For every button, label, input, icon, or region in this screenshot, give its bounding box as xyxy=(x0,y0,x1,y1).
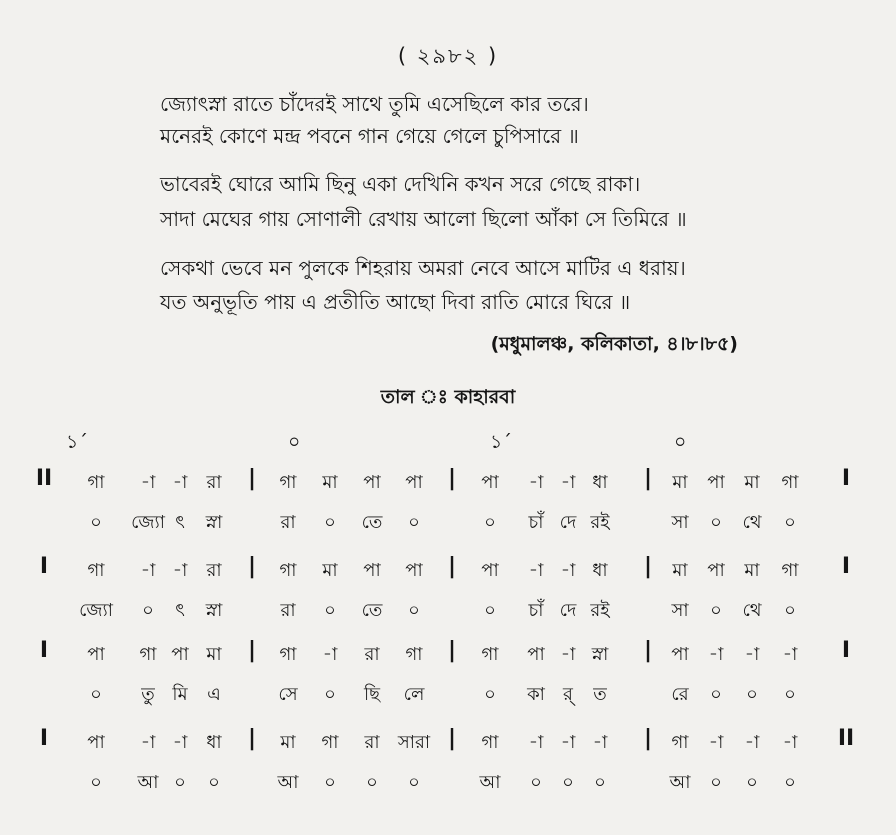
swara-note: পা xyxy=(363,560,381,581)
lyric-syllable: রে xyxy=(671,684,689,705)
lyric-syllable: র্ xyxy=(563,684,573,705)
lyric-syllable: ০ xyxy=(324,772,336,793)
swara-note: গা xyxy=(87,560,105,581)
swara-note: গা xyxy=(279,560,297,581)
swara-note: -া xyxy=(322,644,338,665)
lyric-syllable: ছি xyxy=(363,684,381,705)
swara-note: -া xyxy=(140,472,156,493)
lyric-syllable: স্না xyxy=(205,600,223,621)
bar-separator: | xyxy=(643,726,653,751)
swara-note: রা xyxy=(364,732,380,753)
swara-note: -া xyxy=(744,644,760,665)
lyric-syllable: ০ xyxy=(208,772,220,793)
swara-note: গা xyxy=(671,732,689,753)
row-end-barline: I xyxy=(841,638,851,663)
swara-note: ধা xyxy=(592,560,608,581)
swara-note: -া xyxy=(560,644,576,665)
lyric-syllable: ৎ xyxy=(175,512,185,533)
swara-note: -া xyxy=(782,732,798,753)
swara-note: -া xyxy=(172,732,188,753)
lyric-syllable: ০ xyxy=(746,772,758,793)
bar-separator: | xyxy=(447,554,457,579)
row-end-barline: I xyxy=(841,554,851,579)
row-end-barline: II xyxy=(837,726,855,751)
lyric-syllable: ০ xyxy=(484,684,496,705)
lyric-syllable: ০ xyxy=(408,600,420,621)
lyric-syllable: ০ xyxy=(484,512,496,533)
bar-separator: | xyxy=(643,638,653,663)
beat-mark-2: ০ xyxy=(288,431,301,453)
lyric-syllable: জ্যো xyxy=(131,512,165,533)
lyric-syllable: ০ xyxy=(594,772,606,793)
swara-note: মা xyxy=(672,560,688,581)
lyric-syllable: আ xyxy=(479,772,501,793)
swara-note: পা xyxy=(707,560,725,581)
swara-note: মা xyxy=(672,472,688,493)
swara-note: পা xyxy=(405,472,423,493)
lyric-syllable: ০ xyxy=(710,684,722,705)
lyric-syllable: ০ xyxy=(484,600,496,621)
swara-note: পা xyxy=(527,644,545,665)
swara-note: রা xyxy=(206,560,222,581)
lyric-syllable: ০ xyxy=(746,684,758,705)
swara-note: -া xyxy=(140,732,156,753)
row-end-barline: I xyxy=(841,466,851,491)
swara-note: গা xyxy=(321,732,339,753)
lyric-syllable: কা xyxy=(527,684,545,705)
swara-note: পা xyxy=(363,472,381,493)
swara-note: -া xyxy=(708,732,724,753)
swara-note: গা xyxy=(139,644,157,665)
swara-note: -া xyxy=(560,472,576,493)
lyric-syllable: ০ xyxy=(366,772,378,793)
lyric-syllable: তে xyxy=(361,512,383,533)
lyric-syllable: ০ xyxy=(710,772,722,793)
swara-note: -া xyxy=(592,732,608,753)
swara-note: মা xyxy=(206,644,222,665)
row-start-barline: II xyxy=(35,466,53,491)
lyric-line-2: মনেরই কোণে মন্দ্র পবনে গান গেয়ে গেলে চুপিসারে ॥ xyxy=(160,124,579,148)
attribution: (মধুমালঞ্চ, কলিকাতা, ৪।৮।৮৫) xyxy=(490,333,738,355)
beat-mark-4: ০ xyxy=(674,431,687,453)
lyric-syllable: ত xyxy=(593,684,607,705)
lyric-syllable: জ্যো xyxy=(79,600,113,621)
swara-note: পা xyxy=(481,472,499,493)
lyric-syllable: ০ xyxy=(562,772,574,793)
swara-note: রা xyxy=(206,472,222,493)
swara-note: -া xyxy=(528,560,544,581)
swara-note: -া xyxy=(782,644,798,665)
lyric-syllable: থে xyxy=(742,512,762,533)
swara-note: ধা xyxy=(592,472,608,493)
swara-note: -া xyxy=(172,472,188,493)
bar-separator: | xyxy=(643,554,653,579)
bar-separator: | xyxy=(247,466,257,491)
swara-note: মা xyxy=(744,560,760,581)
swara-note: -া xyxy=(528,732,544,753)
lyric-syllable: ৎ xyxy=(175,600,185,621)
row-start-barline: I xyxy=(39,554,49,579)
lyric-syllable: রই xyxy=(590,600,610,621)
bar-separator: | xyxy=(247,726,257,751)
bar-separator: | xyxy=(643,466,653,491)
lyric-syllable: ০ xyxy=(784,600,796,621)
lyric-syllable: ০ xyxy=(90,772,102,793)
lyric-syllable: ০ xyxy=(324,512,336,533)
lyric-syllable: আ xyxy=(137,772,159,793)
bar-separator: | xyxy=(447,726,457,751)
lyric-syllable: রা xyxy=(280,600,296,621)
swara-note: সারা xyxy=(397,732,431,753)
swara-note: পা xyxy=(405,560,423,581)
lyric-syllable: সা xyxy=(671,512,689,533)
swara-note: স্না xyxy=(591,644,609,665)
lyric-line-1: জ্যোৎস্না রাতে চাঁদেরই সাথে তুমি এসেছিলে কার তরে। xyxy=(160,92,589,116)
swara-note: পা xyxy=(87,644,105,665)
lyric-syllable: ০ xyxy=(408,512,420,533)
bar-separator: | xyxy=(447,638,457,663)
lyric-syllable: মি xyxy=(172,684,188,705)
swara-note: রা xyxy=(364,644,380,665)
bar-separator: | xyxy=(447,466,457,491)
swara-note: গা xyxy=(781,472,799,493)
lyric-syllable: ০ xyxy=(710,600,722,621)
swara-note: মা xyxy=(280,732,296,753)
swara-note: গা xyxy=(405,644,423,665)
lyric-syllable: ০ xyxy=(90,512,102,533)
lyric-syllable: চাঁ xyxy=(528,600,544,621)
lyric-syllable: লে xyxy=(403,684,425,705)
swara-note: গা xyxy=(781,560,799,581)
lyric-line-4: সাদা মেঘের গায় সোণালী রেখায় আলো ছিলো আঁকা সে তিমিরে ॥ xyxy=(160,207,687,231)
lyric-syllable: দে xyxy=(559,600,577,621)
swara-note: মা xyxy=(744,472,760,493)
lyric-line-5: সেকথা ভেবে মন পুলকে শিহরায় অমরা নেবে আসে মাটির এ ধরায়। xyxy=(160,256,686,280)
swara-note: পা xyxy=(671,644,689,665)
swara-note: গা xyxy=(87,472,105,493)
lyric-syllable: ০ xyxy=(710,512,722,533)
lyric-syllable: আ xyxy=(277,772,299,793)
swara-note: পা xyxy=(707,472,725,493)
swara-note: ধা xyxy=(206,732,222,753)
swara-note: -া xyxy=(708,644,724,665)
lyric-syllable: দে xyxy=(559,512,577,533)
lyric-line-6: যত অনুভূতি পায় এ প্রতীতি আছো দিবা রাতি মোরে ঘিরে ॥ xyxy=(160,290,631,314)
lyric-syllable: ০ xyxy=(530,772,542,793)
lyric-line-3: ভাবেরই ঘোরে আমি ছিনু একা দেখিনি কখন সরে গেছে রাকা। xyxy=(160,172,641,196)
swara-note: মা xyxy=(322,472,338,493)
lyric-syllable: ০ xyxy=(784,512,796,533)
lyric-syllable: ০ xyxy=(142,600,154,621)
swara-note: পা xyxy=(171,644,189,665)
song-number: ( ২৯৮২ ) xyxy=(397,44,499,68)
lyric-syllable: আ xyxy=(669,772,691,793)
lyric-syllable: রা xyxy=(280,512,296,533)
swara-note: -া xyxy=(528,472,544,493)
lyric-syllable: সে xyxy=(278,684,298,705)
swara-note: -া xyxy=(140,560,156,581)
lyric-syllable: তে xyxy=(361,600,383,621)
lyric-syllable: থে xyxy=(742,600,762,621)
swara-note: গা xyxy=(481,644,499,665)
swara-note: গা xyxy=(279,472,297,493)
lyric-syllable: স্না xyxy=(205,512,223,533)
swara-note: -া xyxy=(744,732,760,753)
lyric-syllable: ০ xyxy=(174,772,186,793)
lyric-syllable: সা xyxy=(671,600,689,621)
lyric-syllable: ০ xyxy=(324,684,336,705)
swara-note: মা xyxy=(322,560,338,581)
lyric-syllable: ০ xyxy=(90,684,102,705)
lyric-syllable: ০ xyxy=(784,684,796,705)
lyric-syllable: ০ xyxy=(324,600,336,621)
swara-note: -া xyxy=(172,560,188,581)
row-start-barline: I xyxy=(39,726,49,751)
lyric-syllable: ০ xyxy=(784,772,796,793)
bar-separator: | xyxy=(247,554,257,579)
lyric-syllable: ০ xyxy=(408,772,420,793)
swara-note: গা xyxy=(279,644,297,665)
lyric-syllable: রই xyxy=(590,512,610,533)
lyric-syllable: এ xyxy=(207,684,221,705)
swara-note: পা xyxy=(481,560,499,581)
swara-note: -া xyxy=(560,732,576,753)
bar-separator: | xyxy=(247,638,257,663)
swara-note: পা xyxy=(87,732,105,753)
beat-mark-3: ১´ xyxy=(490,431,512,453)
lyric-syllable: চাঁ xyxy=(528,512,544,533)
row-start-barline: I xyxy=(39,638,49,663)
swara-note: গা xyxy=(481,732,499,753)
beat-mark-1: ১´ xyxy=(66,431,88,453)
lyric-syllable: তু xyxy=(141,684,155,705)
taal-label: তাল ঃ কাহারবা xyxy=(380,386,516,408)
swara-note: -া xyxy=(560,560,576,581)
